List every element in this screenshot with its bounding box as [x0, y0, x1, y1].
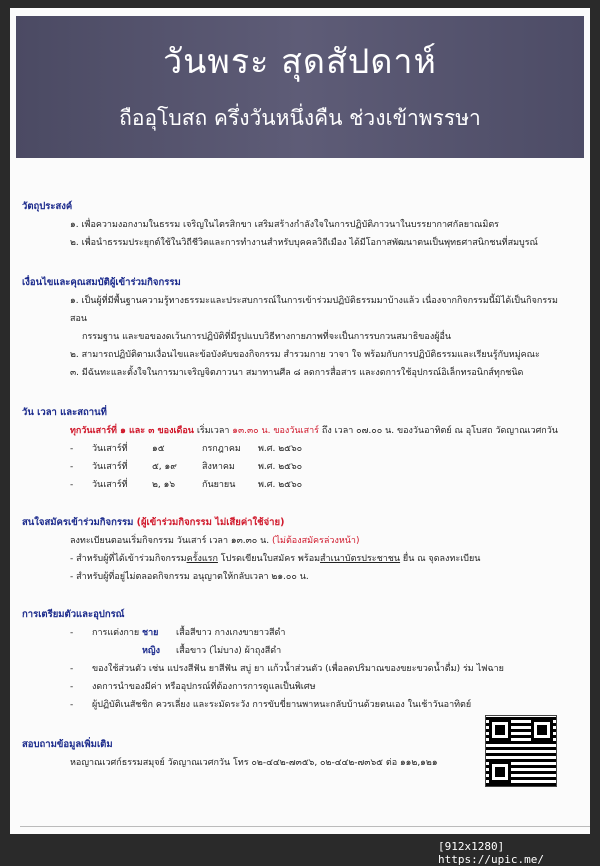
schedule-lead [22, 422, 562, 440]
prep-item [22, 678, 562, 696]
row-month: กรกฎาคม [202, 444, 241, 454]
female-text: เสื้อขาว (ไม่บาง) ผ้าถุงสีดำ [176, 646, 282, 656]
text: โปรดเขียนใบสมัคร พร้อม [217, 554, 321, 564]
schedule-start-time: ๑๓.๓๐ น. ของวันเสาร์ [232, 426, 319, 436]
row-month: กันยายน [202, 480, 236, 490]
prep-item [22, 660, 562, 678]
dress-label: การแต่งกาย [92, 628, 140, 638]
row-label: วันเสาร์ที่ [92, 462, 128, 472]
row-label: วันเสาร์ที่ [92, 444, 128, 454]
dash: - [70, 682, 74, 692]
female-label: หญิง [142, 646, 160, 656]
schedule-row [22, 476, 562, 494]
prep-text: งดการนำของมีค่า หรืออุปกรณ์ที่ต้องการการดูแลเป็นพิเศษ [92, 682, 316, 692]
qr-marker [531, 719, 553, 741]
contact-text: หอญาณเวศก์ธรรมสมุจย์ วัดญาณเวศกวัน โทร ๐๒-๔๔๒-๗๓๕๖, ๐๒-๔๔๒-๗๓๖๕ ต่อ ๑๑๒,๑๒๑ [70, 758, 438, 768]
row-days: ๒, ๑๖ [152, 480, 176, 490]
schedule-days: ทุกวันเสาร์ที่ ๑ และ ๓ ของเดือน [70, 426, 194, 436]
male-label: ชาย [142, 628, 159, 638]
divider [20, 826, 590, 827]
condition-item: กรรมฐาน และขอของดเว้นการปฏิบัติที่มีรูปแบบวิธีทางกายภาพที่จะเป็นการรบกวนสมาธิของผู้อื่น [82, 332, 452, 342]
register-line [22, 532, 562, 550]
row-days: ๕, ๑๙ [152, 462, 177, 472]
content [22, 198, 562, 772]
row-month: สิงหาคม [202, 462, 235, 472]
register-title: สนใจสมัครเข้าร่วมกิจกรรม [22, 517, 134, 528]
register-heading [22, 514, 562, 532]
register-note: (ผู้เข้าร่วมกิจกรรม ไม่เสียค่าใช้จ่าย) [136, 517, 285, 528]
condition-item: ๓. มีฉันทะและตั้งใจในการมาเจริญจิตภาวนา สมาทานศีล ๘ ลดการสื่อสาร และงดการใช้อุปกรณ์อิเล็กทรอนิกส์ทุกชนิด [70, 368, 524, 378]
page-title: วันพระ สุดสัปดาห์ [163, 42, 437, 82]
dress-male [22, 624, 562, 642]
row-days: ๑๕ [152, 444, 165, 454]
schedule-start-label: เริ่มเวลา [196, 426, 230, 436]
header-banner [16, 16, 584, 158]
row-year: พ.ศ. ๒๕๖๐ [258, 444, 303, 454]
prep-text: ผู้ปฏิบัติเนสัชชิก ควรเลี่ยง และระมัดระวัง การขับขี่ยานพาหนะกลับบ้านด้วยตนเอง ในเช้าวันอาทิตย์ [92, 700, 472, 710]
prep-heading: การเตรียมตัวและอุปกรณ์ [22, 609, 125, 620]
prep-item [22, 696, 562, 714]
schedule-end: ถึง เวลา ๐๗.๐๐ น. ของวันอาทิตย์ ณ อุโบสถ วัดญาณเวศกวัน [321, 426, 558, 436]
contact-heading: สอบถามข้อมูลเพิ่มเติม [22, 739, 113, 750]
male-text: เสื้อสีขาว กางเกงขายาวสีดำ [176, 628, 286, 638]
qr-marker [489, 761, 511, 783]
dash: - [70, 628, 74, 638]
register-bullet [22, 550, 562, 568]
row-year: พ.ศ. ๒๕๖๐ [258, 480, 303, 490]
register-time: ลงทะเบียนตอนเริ่มกิจกรรม วันเสาร์ เวลา ๑๓.๓๐ น. [70, 536, 270, 546]
conditions-heading: เงื่อนไขและคุณสมบัติผู้เข้าร่วมกิจกรรม [22, 277, 181, 288]
row-year: พ.ศ. ๒๕๖๐ [258, 462, 303, 472]
dash: - [70, 700, 74, 710]
dash: - [70, 664, 74, 674]
dash: - [70, 462, 74, 472]
qr-marker [489, 719, 511, 741]
dress-female [22, 642, 562, 660]
prep-text: ของใช้ส่วนตัว เช่น แปรงสีฟัน ยาสีฟัน สบู่ ยา แก้วน้ำส่วนตัว (เพื่อลดปริมาณของขยะขวดน้ำดื่ม) ร่ม ไฟฉาย [92, 664, 504, 674]
schedule-heading: วัน เวลา และสถานที่ [22, 407, 107, 418]
objectives-heading: วัตถุประสงค์ [22, 201, 73, 212]
dash: - [70, 480, 74, 490]
condition-item: ๒. สามารถปฏิบัติตามเงื่อนไขและข้อบังคับของกิจกรรม สำรวมกาย วาจา ใจ พร้อมกับการปฏิบัติธรรมและเรียนรู้กับหมู่คณะ [70, 350, 540, 360]
schedule-row [22, 440, 562, 458]
row-label: วันเสาร์ที่ [92, 480, 128, 490]
underlined-text: สำเนาบัตรประชาชน [320, 554, 401, 564]
underlined-text: ครั้งแรก [186, 554, 218, 564]
condition-item: ๑. เป็นผู้ที่มีพื้นฐานความรู้ทางธรรมะและประสบการณ์ในการเข้าร่วมปฏิบัติธรรมมาบ้างแล้ว เนื่องจากกิจกรรมนี้มิได้เป็นกิจกรรมสอน [70, 296, 558, 324]
page-subtitle: ถืออุโบสถ ครึ่งวันหนึ่งคืน ช่วงเข้าพรรษา [119, 106, 481, 130]
objective-item: ๑. เพื่อความงอกงามในธรรม เจริญในไตรสิกขา เสริมสร้างกำลังใจในการปฏิบัติภาวนาในบรรยากาศกัลยาณมิตร [70, 220, 500, 230]
image-host-caption: [912x1280] https://upic.me/ [438, 840, 544, 866]
text: ยื่น ณ จุดลงทะเบียน [400, 554, 481, 564]
register-bullet: - สำหรับผู้ที่อยู่ไม่ตลอดกิจกรรม อนุญาตให้กลับเวลา ๒๑.๐๐ น. [70, 572, 309, 582]
register-time-note: (ไม่ต้องสมัครล่วงหน้า) [271, 536, 360, 546]
dash: - [70, 444, 74, 454]
qr-code[interactable] [485, 715, 557, 787]
objective-item: ๒. เพื่อนำธรรมประยุกต์ใช้ในวิถีชีวิตและการทำงานสำหรับบุคคลวิถีเมือง ได้มีโอกาสพัฒนาตนเป็นพุทธศาสนิกชนที่สมบูรณ์ [70, 238, 538, 248]
schedule-row [22, 458, 562, 476]
text: - สำหรับผู้ที่ได้เข้าร่วมกิจกรรม [70, 554, 187, 564]
